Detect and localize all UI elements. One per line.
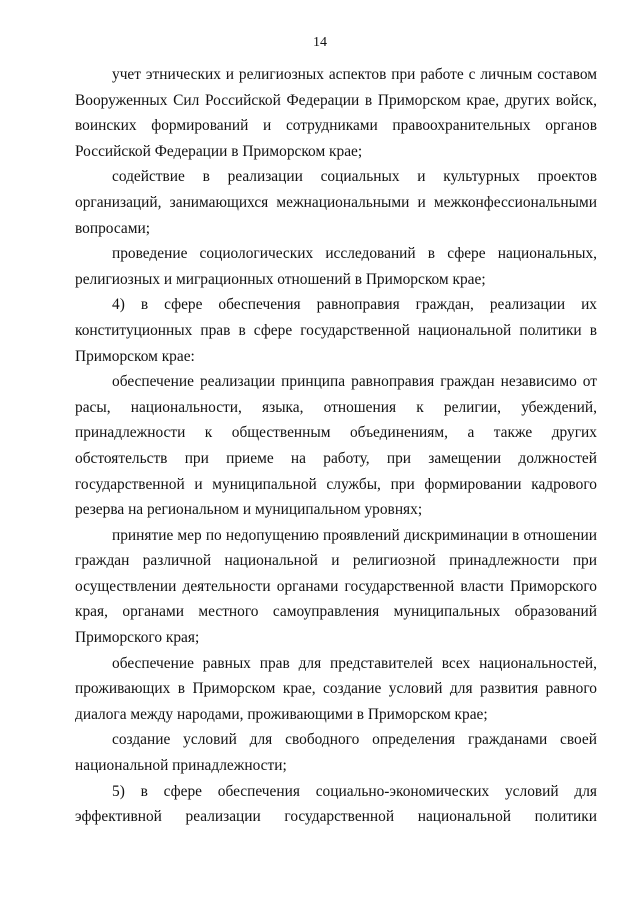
paragraph-sociological-research: проведение социологических исследований в сфере национальных, религиозных и миграционных отношений в Приморском крае; — [75, 245, 597, 288]
paragraph-anti-discrimination: принятие мер по недопущению проявлений дискриминации в отношении граждан различной национальной и религиозной принадлежности при осуществлении деятельности органами государственной власти Приморского края, органами местного самоуправления муниципальных образований Приморского края; — [75, 526, 597, 647]
document-body — [75, 62, 597, 830]
paragraph-section-5-heading: 5) в сфере обеспечения социально-экономических условий для эффективной реализации государственной национальной политики — [75, 782, 597, 826]
paragraph-equality-principle: обеспечение реализации принципа равноправия граждан независимо от расы, национальности, языка, отношения к религии, убеждений, принадлежности к общественным объединениям, а также других обстоятельств при приеме на работу, при замещении должностей государственной и муниципальной службы, при формировании кадрового резерва на региональном и муниципальном уровнях; — [75, 373, 597, 519]
paragraph-section-4-heading: 4) в сфере обеспечения равноправия граждан, реализации их конституционных прав в сфере государственной национальной политики в Приморском крае: — [75, 296, 597, 365]
paragraph-social-cultural-projects: содействие в реализации социальных и культурных проектов организаций, занимающихся межнациональными и межконфессиональными вопросами; — [75, 168, 597, 237]
page-number: 14 — [313, 35, 327, 50]
paragraph-equal-rights: обеспечение равных прав для представителей всех национальностей, проживающих в Приморском крае, создание условий для развития равного диалога между народами, проживающими в Приморском крае; — [75, 654, 597, 723]
paragraph-ethnic-religious-aspects: учет этнических и религиозных аспектов при работе с личным составом Вооруженных Сил Российской Федерации в Приморском крае, других войск, воинских формирований и сотрудниками правоохранительных органов Российской Федерации в Приморском крае; — [75, 66, 597, 160]
paragraph-national-identity: создание условий для свободного определения гражданами своей национальной принадлежности; — [75, 731, 597, 775]
